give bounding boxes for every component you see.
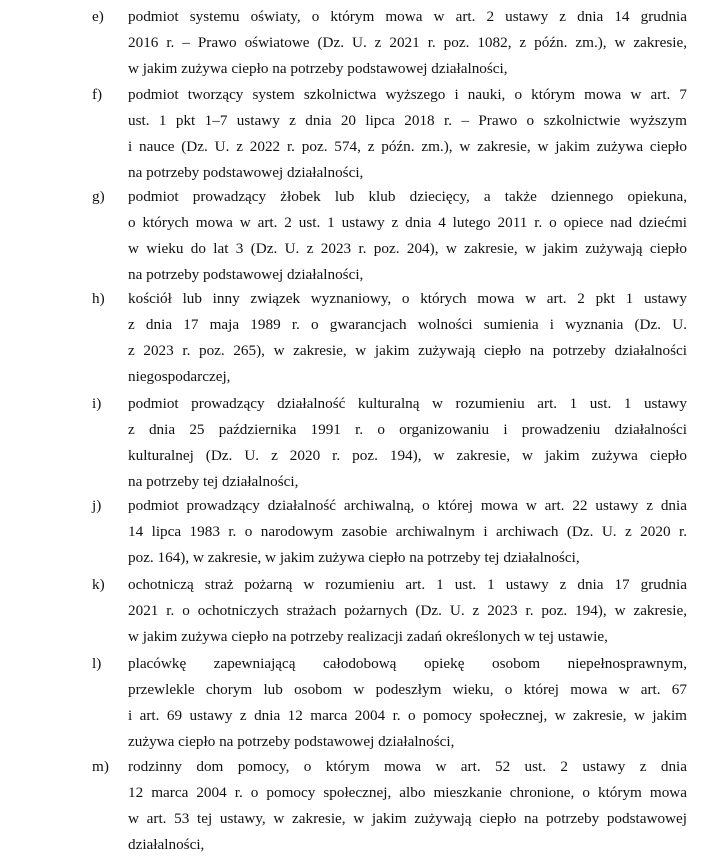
text-line: na potrzeby tej działalności, (128, 473, 299, 490)
list-marker: l) (92, 655, 102, 672)
text-line: podmiot tworzący system szkolnictwa wyższego i nauki, o którym mowa w art. 7 (128, 86, 687, 103)
text-line: ochotniczą straż pożarną w rozumieniu art. 1 ust. 1 ustawy z dnia 17 grudnia (128, 576, 687, 593)
list-marker: g) (92, 188, 105, 205)
text-line: i nauce (Dz. U. z 2022 r. poz. 574, z późn. zm.), w zakresie, w jakim zużywa ciepło (128, 138, 687, 155)
text-line: niegospodarczej, (128, 368, 231, 385)
list-marker: k) (92, 576, 105, 593)
text-line: ust. 1 pkt 1–7 ustawy z dnia 20 lipca 2018 r. – Prawo o szkolnictwie wyższym (128, 112, 687, 129)
text-line: w art. 53 tej ustawy, w zakresie, w jakim zużywają ciepło na potrzeby podstawowej (128, 810, 687, 827)
text-line: z 2023 r. poz. 265), w zakresie, w jakim zużywają ciepło na potrzeby działalności (128, 342, 687, 359)
text-line: rodzinny dom pomocy, o którym mowa w art. 52 ust. 2 ustawy z dnia (128, 758, 687, 775)
text-line: podmiot prowadzący działalność archiwalną, o której mowa w art. 22 ustawy z dnia (128, 497, 687, 514)
list-marker: h) (92, 290, 105, 307)
text-line: w jakim zużywa ciepło na potrzeby realizacji zadań określonych w tej ustawie, (128, 628, 608, 645)
text-line: placówkę zapewniającą całodobową opiekę osobom niepełnosprawnym, (128, 655, 687, 672)
text-line: o których mowa w art. 2 ust. 1 ustawy z dnia 4 lutego 2011 r. o opiece nad dziećmi (128, 214, 687, 231)
text-line: z dnia 25 października 1991 r. o organizowaniu i prowadzeniu działalności (128, 421, 687, 438)
text-line: kościół lub inny związek wyznaniowy, o których mowa w art. 2 pkt 1 ustawy (128, 290, 687, 307)
text-line: podmiot prowadzący działalność kulturalną w rozumieniu art. 1 ust. 1 ustawy (128, 395, 687, 412)
text-line: działalności, (128, 836, 205, 853)
text-line: na potrzeby podstawowej działalności, (128, 266, 364, 283)
text-line: poz. 164), w zakresie, w jakim zużywa ciepło na potrzeby tej działalności, (128, 549, 580, 566)
text-line: na potrzeby podstawowej działalności, (128, 164, 364, 181)
text-line: 2016 r. – Prawo oświatowe (Dz. U. z 2021 r. poz. 1082, z późn. zm.), w zakresie, (128, 34, 687, 51)
list-marker: f) (92, 86, 103, 103)
list-marker: e) (92, 8, 104, 25)
text-line: zużywa ciepło na potrzeby podstawowej działalności, (128, 733, 455, 750)
list-marker: i) (92, 395, 102, 412)
text-line: w wieku do lat 3 (Dz. U. z 2023 r. poz. 204), w zakresie, w jakim zużywają ciepło (128, 240, 687, 257)
text-line: przewlekle chorym lub osobom w podeszłym wieku, o której mowa w art. 67 (128, 681, 687, 698)
text-line: podmiot systemu oświaty, o którym mowa w art. 2 ustawy z dnia 14 grudnia (128, 8, 687, 25)
text-line: podmiot prowadzący żłobek lub klub dziecięcy, a także dziennego opiekuna, (128, 188, 687, 205)
list-marker: m) (92, 758, 109, 775)
text-line: 2021 r. o ochotniczych strażach pożarnych (Dz. U. z 2023 r. poz. 194), w zakresie, (128, 602, 687, 619)
text-line: z dnia 17 maja 1989 r. o gwarancjach wolności sumienia i wyznania (Dz. U. (128, 316, 687, 333)
text-line: 12 marca 2004 r. o pomocy społecznej, albo mieszkanie chronione, o którym mowa (128, 784, 687, 801)
text-line: 14 lipca 1983 r. o narodowym zasobie archiwalnym i archiwach (Dz. U. z 2020 r. (128, 523, 687, 540)
text-line: i art. 69 ustawy z dnia 12 marca 2004 r. o pomocy społecznej, w zakresie, w jakim (128, 707, 687, 724)
list-marker: j) (92, 497, 102, 514)
text-line: w jakim zużywa ciepło na potrzeby podstawowej działalności, (128, 60, 508, 77)
text-line: kulturalnej (Dz. U. z 2020 r. poz. 194), w zakresie, w jakim zużywa ciepło (128, 447, 687, 464)
